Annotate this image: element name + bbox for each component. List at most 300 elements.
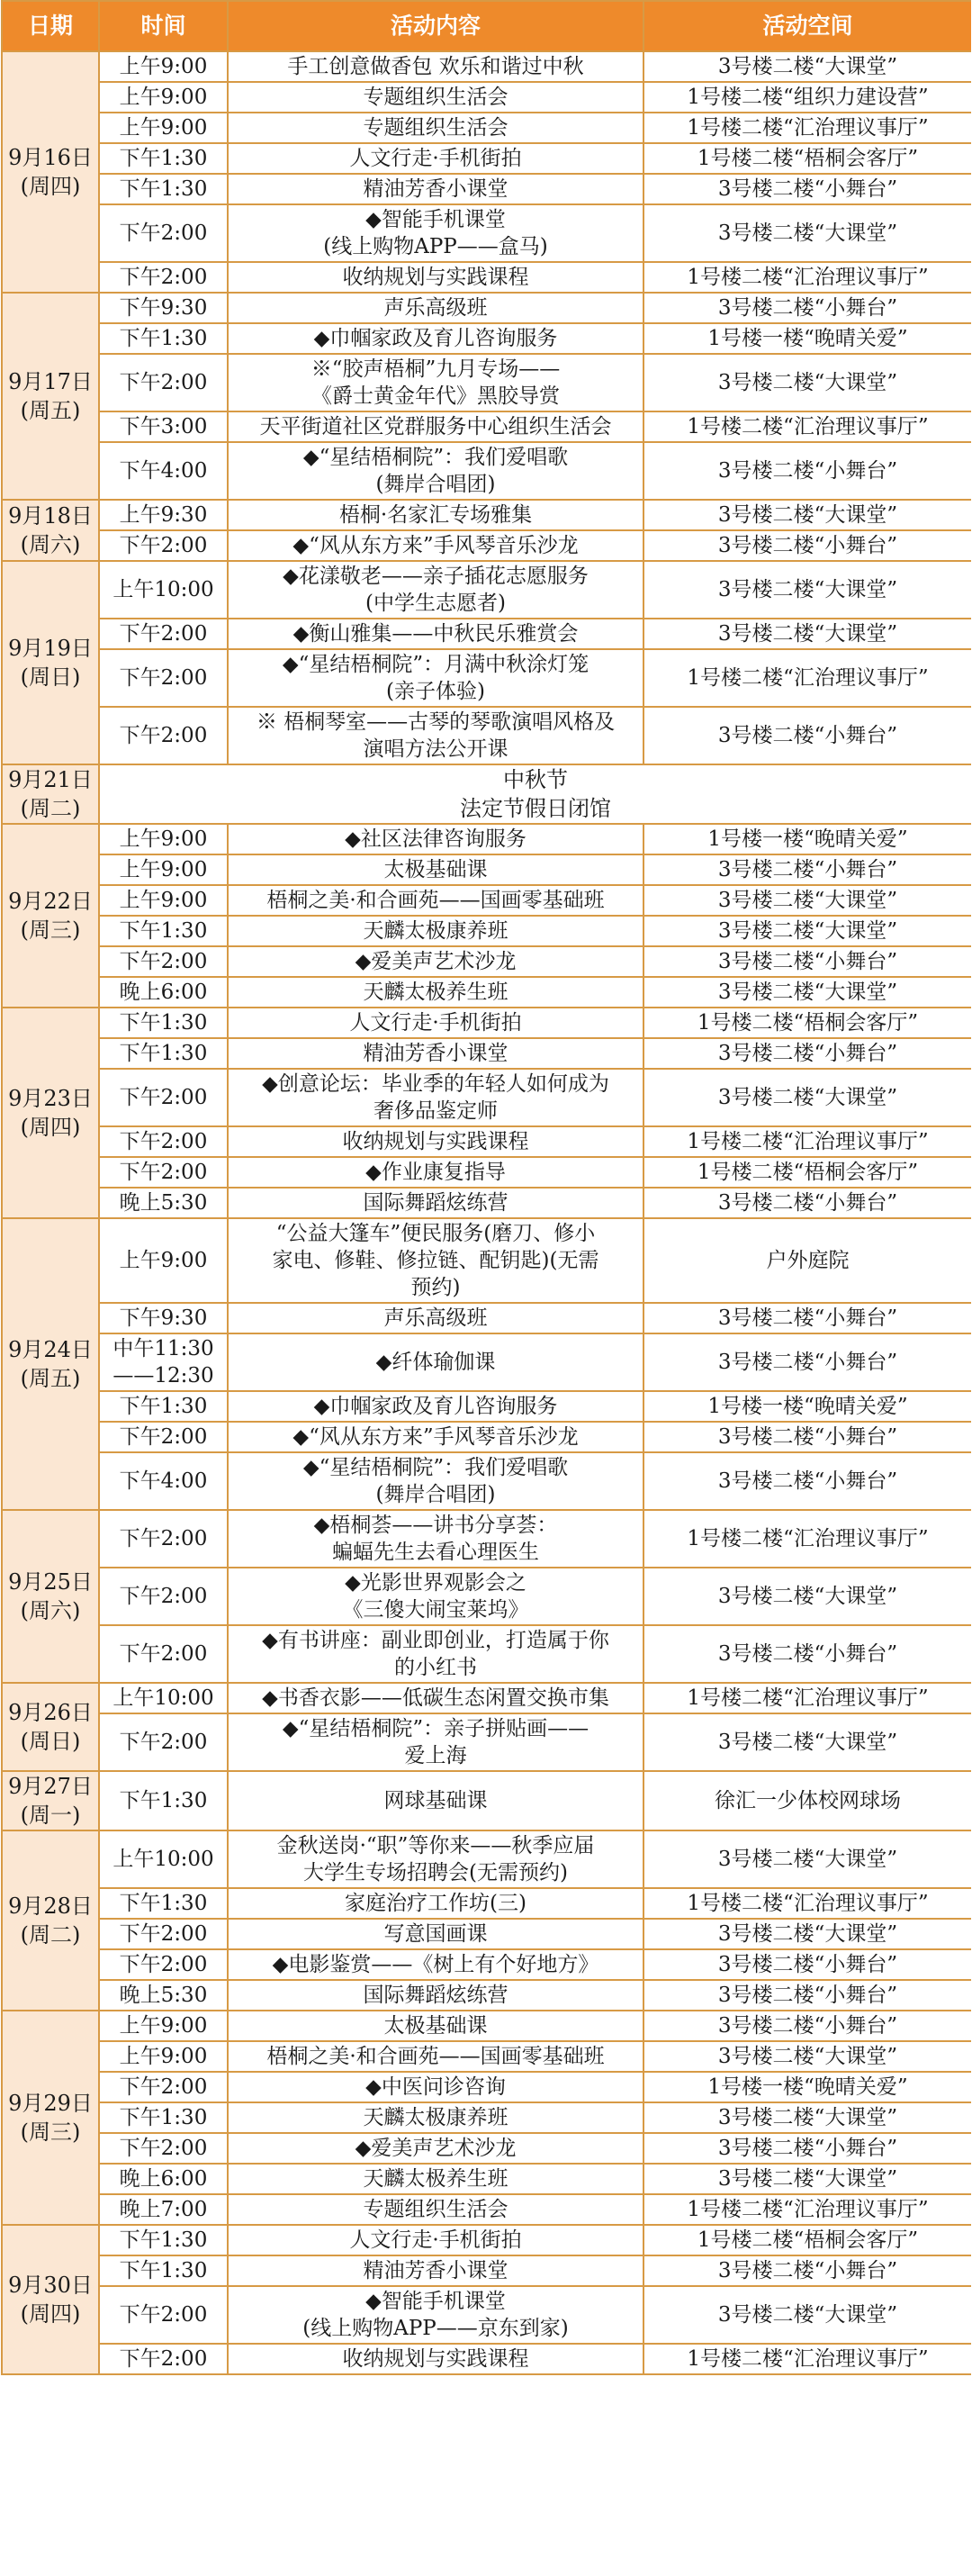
table-row	[2, 1157, 971, 1188]
time-cell	[99, 1303, 228, 1333]
time-cell	[99, 885, 228, 916]
text-line: (中学生志愿者)	[365, 592, 506, 615]
table-row	[2, 1038, 971, 1069]
table-row	[2, 82, 971, 113]
text-line: ——12:30	[112, 1364, 214, 1387]
text-line: (周一)	[20, 1803, 81, 1828]
table-row	[2, 2286, 971, 2344]
text-line: 下午2:00	[119, 1953, 208, 1976]
text-line: 上午9:00	[119, 889, 208, 912]
time-cell	[99, 2102, 228, 2133]
time-cell	[99, 323, 228, 354]
text-line: 下午1:30	[119, 177, 208, 201]
text-line: 国际舞蹈炫练营	[363, 1984, 508, 2007]
time-cell	[99, 1625, 228, 1683]
activity-cell	[228, 1303, 644, 1333]
venue-cell: 1号楼二楼“梧桐会客厅”	[644, 143, 971, 174]
text-line: 人文行走·手机街拍	[349, 1011, 522, 1035]
activity-cell	[228, 354, 644, 411]
activity-cell	[228, 1008, 644, 1038]
text-line: 下午2:00	[119, 2075, 208, 2099]
activity-cell	[228, 2072, 644, 2102]
text-line: 家电、修鞋、修拉链、配钥匙)(无需	[272, 1249, 599, 1272]
time-cell	[99, 707, 228, 764]
text-line: (线上购物APP——盒马)	[323, 235, 548, 258]
activity-cell	[228, 946, 644, 977]
venue-cell: 3号楼二楼“小舞台”	[644, 707, 971, 764]
schedule-sheet	[1, 0, 971, 2576]
date-cell	[2, 500, 99, 561]
text-line: 上午10:00	[112, 1848, 214, 1871]
table-row	[2, 323, 971, 354]
text-line: 中秋节	[503, 767, 568, 792]
activity-cell	[228, 1333, 644, 1391]
text-line: (周四)	[20, 1115, 81, 1140]
time-cell	[99, 113, 228, 143]
venue-cell: 1号楼一楼“晚晴关爱”	[644, 323, 971, 354]
activity-cell	[228, 2194, 644, 2225]
venue-cell: 3号楼二楼“小舞台”	[644, 293, 971, 323]
text-line: 演唱方法公开课	[363, 737, 508, 761]
text-line: (周六)	[20, 532, 81, 557]
text-line: 专题组织生活会	[363, 116, 508, 140]
time-cell	[99, 1157, 228, 1188]
table-row	[2, 854, 971, 885]
activity-cell	[228, 2344, 644, 2374]
text-line: (周五)	[20, 398, 81, 423]
text-line: 9月17日	[8, 369, 93, 394]
text-line: 下午2:00	[119, 1585, 208, 1608]
text-line: 下午2:00	[119, 1425, 208, 1449]
table-row	[2, 885, 971, 916]
text-line: ◆书香衣影——低碳生态闲置交换市集	[262, 1686, 609, 1710]
text-line: 金秋送岗·“职”等你来——秋季应届	[276, 1834, 595, 1857]
text-line: 蝙蝠先生去看心理医生	[332, 1541, 539, 1564]
text-line: 下午2:00	[119, 950, 208, 973]
text-line: 上午10:00	[112, 1686, 214, 1710]
time-cell	[99, 916, 228, 946]
venue-cell: 3号楼二楼“大课堂”	[644, 500, 971, 530]
venue-cell: 1号楼二楼“汇治理议事厅”	[644, 1126, 971, 1157]
activity-cell	[228, 1625, 644, 1683]
time-cell	[99, 500, 228, 530]
text-line: 下午2:00	[119, 1086, 208, 1109]
text-line: ◆花漾敬老——亲子插花志愿服务	[283, 565, 589, 588]
activity-cell	[228, 1188, 644, 1218]
text-line: 上午9:00	[119, 86, 208, 109]
time-cell	[99, 854, 228, 885]
table-row	[2, 2011, 971, 2041]
time-cell	[99, 442, 228, 500]
venue-cell: 3号楼二楼“大课堂”	[644, 1568, 971, 1625]
venue-cell: 3号楼二楼“小舞台”	[644, 1188, 971, 1218]
time-cell	[99, 1683, 228, 1713]
text-line: 上午9:00	[119, 2014, 208, 2038]
table-row	[2, 1771, 971, 1830]
activity-cell	[228, 977, 644, 1008]
table-row	[2, 1683, 971, 1713]
text-line: 上午9:00	[119, 2045, 208, 2068]
text-line: 下午1:30	[119, 1042, 208, 1065]
venue-cell: 3号楼二楼“小舞台”	[644, 2255, 971, 2286]
table-row	[2, 1391, 971, 1422]
time-cell	[99, 1333, 228, 1391]
holiday-notice	[99, 764, 971, 824]
table-row	[2, 293, 971, 323]
text-line: (周日)	[20, 1729, 81, 1754]
venue-cell: 1号楼二楼“汇治理议事厅”	[644, 2344, 971, 2374]
time-cell	[99, 2041, 228, 2072]
date-cell	[2, 293, 99, 500]
text-line: 下午1:30	[119, 2228, 208, 2252]
text-line: 天平街道社区党群服务中心组织生活会	[259, 415, 612, 438]
text-line: 中午11:30	[112, 1337, 214, 1360]
date-cell	[2, 764, 99, 824]
text-line: 9月25日	[8, 1569, 93, 1595]
table-row	[2, 1188, 971, 1218]
text-line: ◆中医问诊咨询	[365, 2075, 506, 2099]
text-line: 9月23日	[8, 1086, 93, 1111]
venue-cell: 3号楼二楼“大课堂”	[644, 916, 971, 946]
text-line: 9月28日	[8, 1894, 93, 1919]
activity-cell	[228, 143, 644, 174]
text-line: 上午10:00	[112, 578, 214, 601]
activity-cell	[228, 1069, 644, 1126]
venue-cell: 3号楼二楼“小舞台”	[644, 1333, 971, 1391]
text-line: 《爵士黄金年代》黑胶导赏	[311, 384, 560, 408]
text-line: 上午9:30	[119, 503, 208, 527]
time-cell	[99, 143, 228, 174]
text-line: ◆纤体瑜伽课	[375, 1351, 496, 1374]
venue-cell: 户外庭院	[644, 1218, 971, 1303]
text-line: 9月30日	[8, 2273, 93, 2298]
venue-cell: 3号楼二楼“大课堂”	[644, 885, 971, 916]
header-venue: 活动空间	[644, 1, 971, 51]
text-line: 专题组织生活会	[363, 86, 508, 109]
text-line: (周五)	[20, 1366, 81, 1391]
text-line: 下午2:00	[119, 724, 208, 747]
table-row	[2, 1568, 971, 1625]
venue-cell: 1号楼二楼“梧桐会客厅”	[644, 2225, 971, 2255]
venue-cell: 3号楼二楼“小舞台”	[644, 2133, 971, 2164]
time-cell	[99, 946, 228, 977]
activity-cell	[228, 2011, 644, 2041]
text-line: 大学生专场招聘会(无需预约)	[303, 1861, 568, 1885]
text-line: ◆衡山雅集——中秋民乐雅赏会	[292, 622, 579, 646]
text-line: 下午1:30	[119, 1892, 208, 1915]
activity-cell	[228, 262, 644, 293]
venue-cell: 3号楼二楼“大课堂”	[644, 2164, 971, 2194]
header-activity: 活动内容	[228, 1, 644, 51]
time-cell	[99, 2011, 228, 2041]
text-line: ◆作业康复指导	[365, 1161, 506, 1184]
time-cell	[99, 2344, 228, 2374]
text-line: 声乐高级班	[383, 296, 488, 320]
text-line: ◆光影世界观影会之	[345, 1571, 526, 1595]
table-row	[2, 1069, 971, 1126]
venue-cell: 3号楼二楼“小舞台”	[644, 1949, 971, 1980]
table-body	[2, 51, 971, 2374]
time-cell	[99, 293, 228, 323]
table-row	[2, 619, 971, 649]
time-cell	[99, 619, 228, 649]
time-cell	[99, 1008, 228, 1038]
venue-cell: 3号楼二楼“小舞台”	[644, 1625, 971, 1683]
table-row	[2, 530, 971, 561]
venue-cell: 1号楼二楼“汇治理议事厅”	[644, 649, 971, 707]
text-line: 太极基础课	[383, 2014, 488, 2038]
table-row	[2, 51, 971, 82]
activity-cell	[228, 442, 644, 500]
activity-cell	[228, 1218, 644, 1303]
activity-cell	[228, 854, 644, 885]
table-row	[2, 113, 971, 143]
table-row	[2, 1422, 971, 1452]
date-cell	[2, 1510, 99, 1683]
text-line: (周四)	[20, 174, 81, 199]
activity-cell	[228, 530, 644, 561]
activity-cell	[228, 2225, 644, 2255]
activity-cell	[228, 82, 644, 113]
text-line: 奢侈品鉴定师	[374, 1099, 498, 1123]
text-line: ◆有书讲座：副业即创业，打造属于你	[262, 1629, 609, 1652]
text-line: 下午2:00	[119, 221, 208, 245]
activity-cell	[228, 1126, 644, 1157]
text-line: 写意国画课	[383, 1922, 488, 1946]
text-line: ◆创意论坛：毕业季的年轻人如何成为	[262, 1072, 609, 1096]
activity-cell	[228, 1949, 644, 1980]
date-cell	[2, 1218, 99, 1510]
table-row	[2, 2255, 971, 2286]
date-cell	[2, 1830, 99, 2011]
time-cell	[99, 1888, 228, 1919]
activity-cell	[228, 2255, 644, 2286]
activity-cell	[228, 1980, 644, 2011]
text-line: ◆爱美声艺术沙龙	[355, 950, 517, 973]
text-line: ◆社区法律咨询服务	[345, 827, 526, 851]
text-line: 上午9:00	[119, 858, 208, 881]
activity-cell	[228, 2133, 644, 2164]
venue-cell: 3号楼二楼“大课堂”	[644, 2041, 971, 2072]
text-line: 网球基础课	[383, 1789, 488, 1812]
activity-cell	[228, 1391, 644, 1422]
time-cell	[99, 2133, 228, 2164]
table-row	[2, 1452, 971, 1510]
time-cell	[99, 411, 228, 442]
time-cell	[99, 262, 228, 293]
venue-cell: 3号楼二楼“大课堂”	[644, 619, 971, 649]
activity-cell	[228, 707, 644, 764]
venue-cell: 1号楼二楼“梧桐会客厅”	[644, 1157, 971, 1188]
text-line: 收纳规划与实践课程	[342, 266, 529, 289]
table-row	[2, 977, 971, 1008]
text-line: 下午2:00	[119, 2303, 208, 2327]
text-line: 下午9:30	[119, 296, 208, 320]
venue-cell: 3号楼二楼“大课堂”	[644, 51, 971, 82]
activity-cell	[228, 174, 644, 204]
header-date: 日期	[2, 1, 99, 51]
text-line: 下午2:00	[119, 534, 208, 557]
text-line: ※“胶声梧桐”九月专场——	[310, 357, 561, 381]
activity-cell	[228, 293, 644, 323]
table-row	[2, 649, 971, 707]
table-header	[2, 1, 971, 51]
time-cell	[99, 561, 228, 619]
text-line: 晚上7:00	[119, 2198, 208, 2221]
activity-cell	[228, 649, 644, 707]
text-line: 人文行走·手机街拍	[349, 2228, 522, 2252]
time-cell	[99, 1038, 228, 1069]
text-line: 精油芳香小课堂	[363, 1042, 508, 1065]
text-line: 下午2:00	[119, 1161, 208, 1184]
time-cell	[99, 1188, 228, 1218]
time-cell	[99, 530, 228, 561]
text-line: (周日)	[20, 664, 81, 690]
text-line: 下午2:00	[119, 2137, 208, 2160]
text-line: 下午2:00	[119, 266, 208, 289]
table-row	[2, 174, 971, 204]
venue-cell: 3号楼二楼“大课堂”	[644, 2102, 971, 2133]
text-line: 预约)	[410, 1276, 461, 1299]
holiday-row	[2, 764, 971, 824]
table-row	[2, 916, 971, 946]
activity-cell	[228, 2286, 644, 2344]
text-line: 上午9:00	[119, 116, 208, 140]
venue-cell: 1号楼二楼“组织力建设营”	[644, 82, 971, 113]
schedule-table	[1, 0, 971, 2375]
activity-cell	[228, 204, 644, 262]
text-line: ◆“风从东方来”手风琴音乐沙龙	[292, 534, 579, 557]
table-row	[2, 1218, 971, 1303]
text-line: 精油芳香小课堂	[363, 2259, 508, 2282]
time-cell	[99, 2072, 228, 2102]
activity-cell	[228, 1038, 644, 1069]
activity-cell	[228, 916, 644, 946]
venue-cell: 1号楼二楼“汇治理议事厅”	[644, 1888, 971, 1919]
table-row	[2, 2072, 971, 2102]
time-cell	[99, 1568, 228, 1625]
date-cell	[2, 1008, 99, 1218]
text-line: 下午4:00	[119, 1469, 208, 1493]
text-line: 下午1:30	[119, 919, 208, 943]
text-line: 太极基础课	[383, 858, 488, 881]
text-line: 9月21日	[8, 767, 93, 792]
text-line: 下午2:00	[119, 1527, 208, 1550]
text-line: 9月19日	[8, 636, 93, 661]
activity-cell	[228, 1919, 644, 1949]
time-cell	[99, 824, 228, 854]
text-line: 下午2:00	[119, 1922, 208, 1946]
venue-cell: 1号楼二楼“汇治理议事厅”	[644, 2194, 971, 2225]
table-row	[2, 2225, 971, 2255]
table-row	[2, 2164, 971, 2194]
venue-cell: 3号楼二楼“小舞台”	[644, 1303, 971, 1333]
text-line: 下午1:30	[119, 2259, 208, 2282]
text-line: 9月16日	[8, 145, 93, 170]
text-line: 9月29日	[8, 2091, 93, 2116]
date-cell	[2, 2225, 99, 2374]
text-line: ◆梧桐荟——讲书分享荟：	[313, 1514, 558, 1537]
text-line: 爱上海	[404, 1744, 467, 1767]
time-cell	[99, 1422, 228, 1452]
text-line: 9月18日	[8, 503, 93, 529]
text-line: 下午4:00	[119, 459, 208, 483]
text-line: 家庭治疗工作坊(三)	[345, 1892, 526, 1915]
table-row	[2, 1919, 971, 1949]
text-line: (舞岸合唱团)	[375, 1483, 496, 1506]
text-line: 手工创意做香包 欢乐和谐过中秋	[287, 55, 584, 78]
venue-cell: 1号楼一楼“晚晴关爱”	[644, 824, 971, 854]
table-row	[2, 262, 971, 293]
table-row	[2, 707, 971, 764]
table-row	[2, 354, 971, 411]
activity-cell	[228, 2164, 644, 2194]
date-cell	[2, 561, 99, 764]
text-line: 下午3:00	[119, 415, 208, 438]
time-cell	[99, 649, 228, 707]
table-row	[2, 2041, 971, 2072]
time-cell	[99, 1771, 228, 1830]
text-line: 晚上6:00	[119, 981, 208, 1004]
venue-cell: 1号楼二楼“汇治理议事厅”	[644, 1683, 971, 1713]
table-row	[2, 2133, 971, 2164]
activity-cell	[228, 1830, 644, 1888]
text-line: ◆“星结梧桐院”：亲子拼贴画——	[282, 1717, 590, 1740]
table-row	[2, 411, 971, 442]
activity-cell	[228, 1713, 644, 1771]
activity-cell	[228, 2102, 644, 2133]
text-line: (线上购物APP——京东到家)	[302, 2317, 569, 2340]
table-row	[2, 1830, 971, 1888]
activity-cell	[228, 1683, 644, 1713]
activity-cell	[228, 323, 644, 354]
table-row	[2, 1303, 971, 1333]
date-cell	[2, 2011, 99, 2225]
activity-cell	[228, 500, 644, 530]
venue-cell: 1号楼一楼“晚晴关爱”	[644, 1391, 971, 1422]
table-row	[2, 1888, 971, 1919]
venue-cell: 3号楼二楼“小舞台”	[644, 174, 971, 204]
venue-cell: 3号楼二楼“小舞台”	[644, 1980, 971, 2011]
activity-cell	[228, 824, 644, 854]
text-line: 下午9:30	[119, 1306, 208, 1330]
text-line: 天麟太极养生班	[363, 981, 508, 1004]
text-line: 上午9:00	[119, 55, 208, 78]
text-line: 下午1:30	[119, 327, 208, 350]
text-line: 下午1:30	[119, 1789, 208, 1812]
header-row	[2, 1, 971, 51]
activity-cell	[228, 1771, 644, 1830]
time-cell	[99, 1218, 228, 1303]
table-row	[2, 143, 971, 174]
text-line: 下午2:00	[119, 1130, 208, 1153]
venue-cell: 3号楼二楼“大课堂”	[644, 204, 971, 262]
text-line: (周三)	[20, 917, 81, 943]
table-row	[2, 561, 971, 619]
time-cell	[99, 1510, 228, 1568]
text-line: ※ 梧桐琴室——古琴的琴歌演唱风格及	[256, 710, 616, 734]
time-cell	[99, 1980, 228, 2011]
time-cell	[99, 204, 228, 262]
time-cell	[99, 1830, 228, 1888]
venue-cell: 3号楼二楼“小舞台”	[644, 2011, 971, 2041]
table-row	[2, 1510, 971, 1568]
time-cell	[99, 2286, 228, 2344]
venue-cell: 1号楼二楼“汇治理议事厅”	[644, 411, 971, 442]
activity-cell	[228, 51, 644, 82]
venue-cell: 1号楼二楼“梧桐会客厅”	[644, 1008, 971, 1038]
table-row	[2, 2344, 971, 2374]
